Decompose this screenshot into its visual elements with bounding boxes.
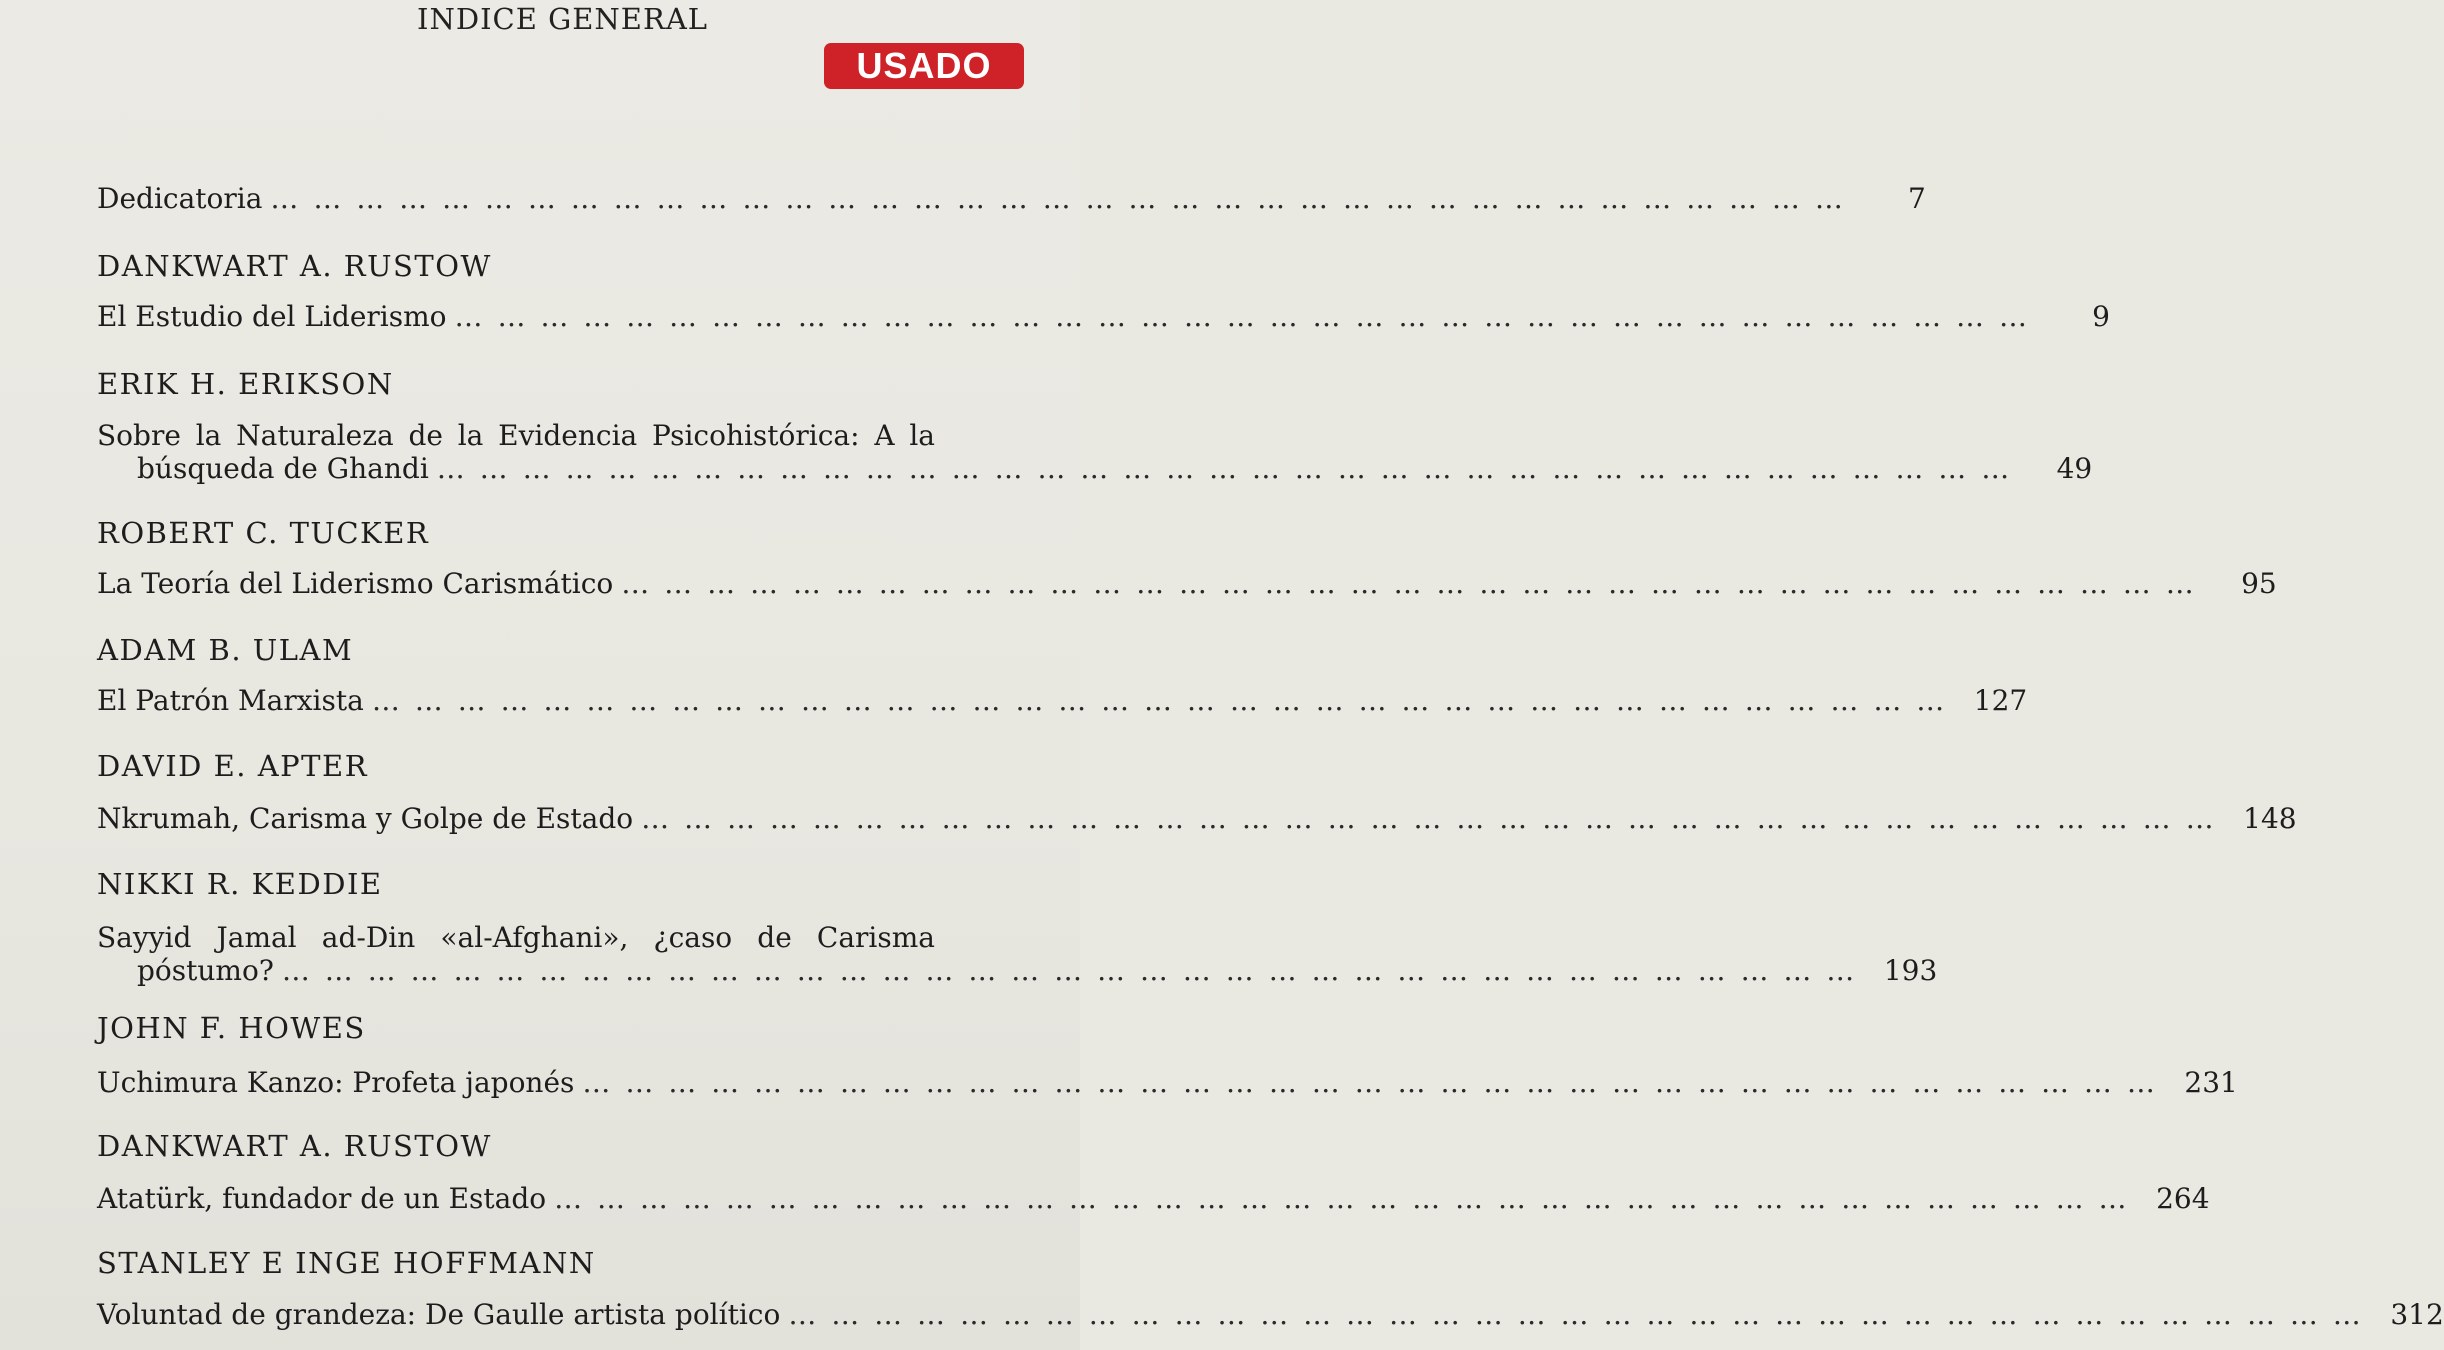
- entry-page-number: 312: [2390, 1298, 2444, 1331]
- toc-entry: [97, 1066, 2238, 1099]
- entry-page-number: 264: [2156, 1182, 2210, 1215]
- toc-entry: [97, 182, 1926, 215]
- entry-title: El Estudio del Liderismo: [97, 300, 447, 333]
- entry-page-number: 148: [2243, 802, 2297, 835]
- dot-leader: … … … … … … … … … … … … … … … … … … … … … … … … … … … … … … … … … … … … …: [270, 182, 1846, 215]
- entry-author: DANKWART A. RUSTOW: [97, 249, 492, 283]
- dot-leader: … … … … … … … … … … … … … … … … … … … … … … … … … … … … … … … … … … … … …: [371, 684, 1948, 717]
- toc-entry: [97, 684, 2028, 717]
- dot-leader: … … … … … … … … … … … … … … … … … … … … … … … … … … … … … … … … … … … … …: [436, 452, 2013, 485]
- entry-author: ADAM B. ULAM: [97, 633, 354, 667]
- dot-leader: … … … … … … … … … … … … … … … … … … … … … … … … … … … … … … … … … … … … …: [641, 802, 2217, 835]
- page-title: INDICE GENERAL: [416, 2, 709, 36]
- entry-author: NIKKI R. KEDDIE: [97, 867, 383, 901]
- entry-page-number: 49: [2056, 452, 2093, 485]
- entry-title: Dedicatoria: [97, 182, 263, 215]
- entry-title: Atatürk, fundador de un Estado: [97, 1182, 547, 1215]
- entry-author: DANKWART A. RUSTOW: [97, 1129, 492, 1163]
- entry-author: ROBERT C. TUCKER: [97, 516, 430, 550]
- entry-title: El Patrón Marxista: [97, 684, 364, 717]
- used-badge: USADO: [824, 43, 1024, 89]
- dot-leader: … … … … … … … … … … … … … … … … … … … … … … … … … … … … … … … … … … … … …: [554, 1182, 2130, 1215]
- entry-author: STANLEY E INGE HOFFMANN: [97, 1246, 596, 1280]
- entry-page-number: 193: [1883, 954, 1938, 987]
- entry-page-number: 9: [2092, 300, 2110, 333]
- toc-entry: [97, 1182, 2210, 1215]
- entry-title-line2: póstumo?: [137, 954, 274, 987]
- dot-leader: … … … … … … … … … … … … … … … … … … … … … … … … … … … … … … … … … … … … …: [621, 567, 2197, 600]
- entry-title: Uchimura Kanzo: Profeta japonés: [97, 1066, 575, 1099]
- toc-entry: [97, 419, 2093, 485]
- entry-title-line2: búsqueda de Ghandi: [137, 452, 429, 485]
- entry-title: La Teoría del Liderismo Carismático: [97, 567, 614, 600]
- entry-page-number: 95: [2241, 567, 2277, 600]
- toc-entry: [97, 300, 2110, 333]
- entry-title-line1: Sayyid Jamal ad-Din «al-Afghani», ¿caso de Carisma: [97, 921, 935, 954]
- entry-page-number: 7: [1908, 182, 1926, 215]
- dot-leader: … … … … … … … … … … … … … … … … … … … … … … … … … … … … … … … … … … … … …: [454, 300, 2030, 333]
- toc-entry: [97, 802, 2297, 835]
- toc-entry: [97, 567, 2277, 600]
- dot-leader: … … … … … … … … … … … … … … … … … … … … … … … … … … … … … … … … … … … … …: [582, 1066, 2158, 1099]
- entry-author: ERIK H. ERIKSON: [97, 367, 394, 401]
- entry-page-number: 231: [2184, 1066, 2238, 1099]
- entry-title: Nkrumah, Carisma y Golpe de Estado: [97, 802, 634, 835]
- entry-page-number: 127: [1973, 684, 2028, 717]
- dot-leader: … … … … … … … … … … … … … … … … … … … … … … … … … … … … … … … … … … … … …: [281, 954, 1858, 987]
- toc-entry: [97, 1298, 2444, 1331]
- entry-title: Voluntad de grandeza: De Gaulle artista político: [97, 1298, 781, 1331]
- entry-author: JOHN F. HOWES: [97, 1011, 366, 1045]
- entry-author: DAVID E. APTER: [97, 749, 369, 783]
- dot-leader: … … … … … … … … … … … … … … … … … … … … … … … … … … … … … … … … … … … … …: [788, 1298, 2364, 1331]
- toc-entry: [97, 921, 1938, 987]
- entry-title-line1: Sobre la Naturaleza de la Evidencia Psicohistórica: A la: [97, 419, 935, 452]
